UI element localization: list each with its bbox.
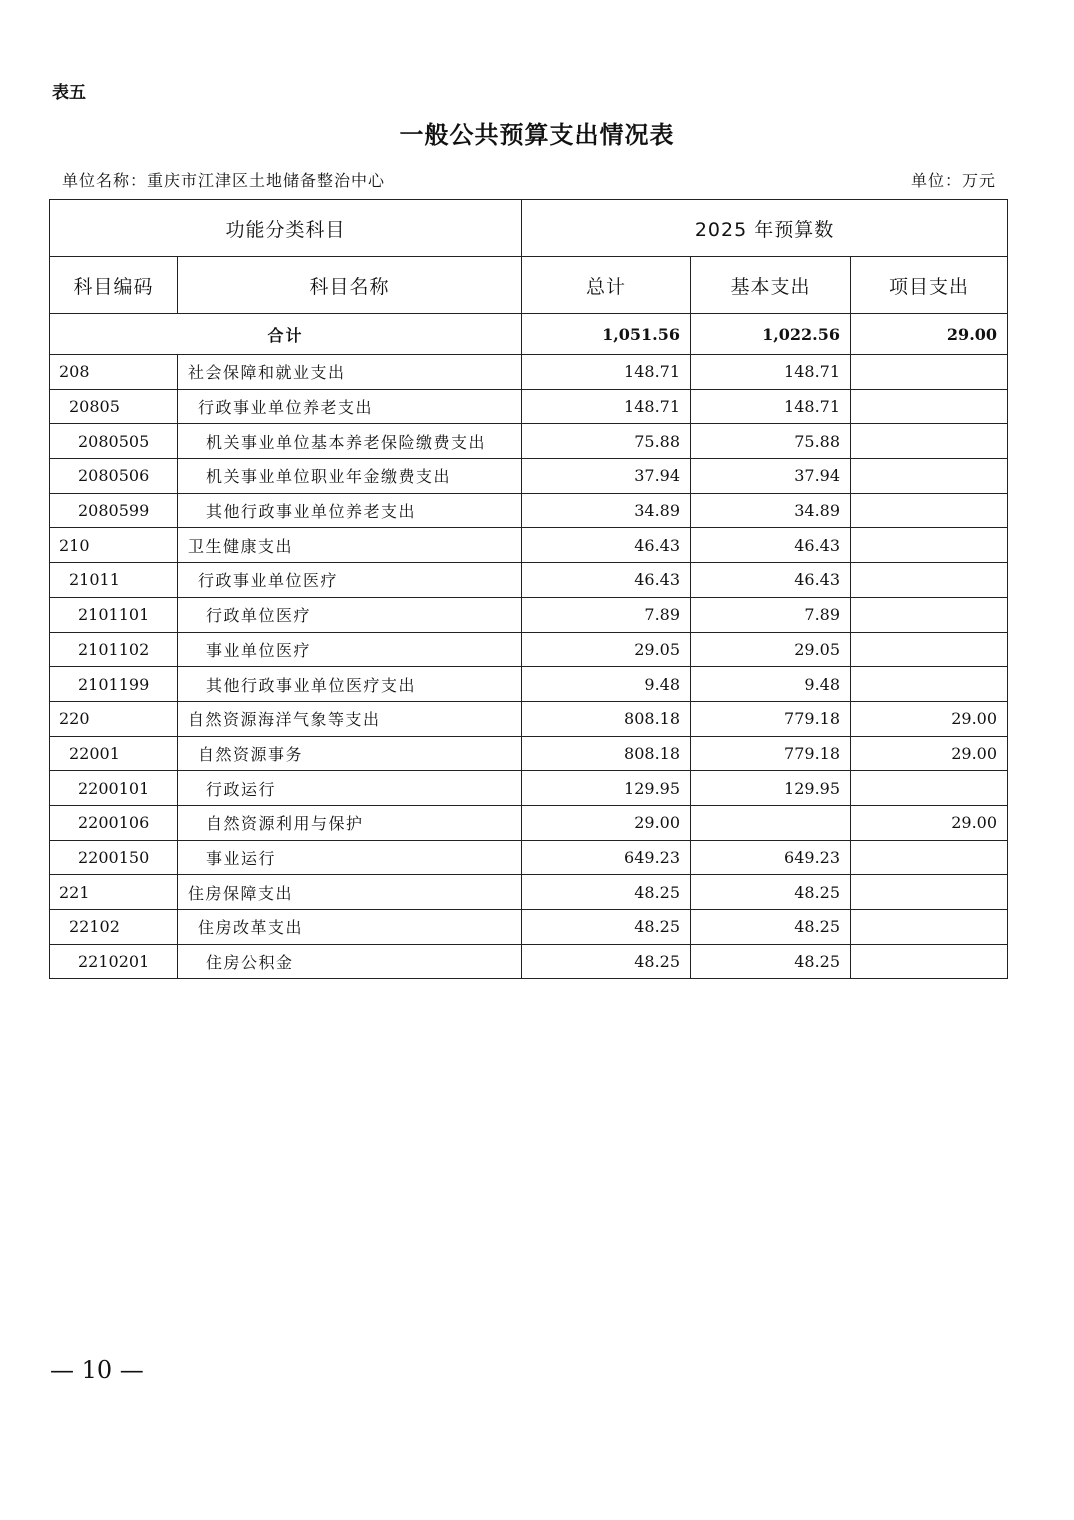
header-project: 项目支出 — [851, 257, 1008, 314]
row-name: 住房保障支出 — [178, 875, 522, 910]
table-row — [50, 736, 1008, 771]
row-basic: 48.25 — [691, 944, 851, 979]
row-code: 22102 — [50, 910, 178, 945]
row-name: 行政单位医疗 — [178, 597, 522, 632]
row-total: 7.89 — [522, 597, 691, 632]
row-code: 2101199 — [50, 667, 178, 702]
row-code: 2210201 — [50, 944, 178, 979]
row-project — [851, 459, 1008, 494]
row-code: 210 — [50, 528, 178, 563]
row-basic: 34.89 — [691, 493, 851, 528]
row-name: 自然资源利用与保护 — [178, 805, 522, 840]
row-total: 129.95 — [522, 771, 691, 806]
row-basic: 75.88 — [691, 424, 851, 459]
row-code: 221 — [50, 875, 178, 910]
row-project — [851, 563, 1008, 598]
row-basic: 649.23 — [691, 840, 851, 875]
table-row — [50, 389, 1008, 424]
row-total: 48.25 — [522, 944, 691, 979]
row-project: 29.00 — [851, 736, 1008, 771]
header-total: 总计 — [522, 257, 691, 314]
table-row — [50, 667, 1008, 702]
unit-label: 单位：万元 — [910, 171, 996, 190]
total-row — [50, 314, 1008, 355]
row-total: 75.88 — [522, 424, 691, 459]
header-code: 科目编码 — [50, 257, 178, 314]
table-row — [50, 701, 1008, 736]
row-code: 21011 — [50, 563, 178, 598]
row-project — [851, 840, 1008, 875]
row-total: 46.43 — [522, 563, 691, 598]
row-name: 事业运行 — [178, 840, 522, 875]
row-name: 行政事业单位养老支出 — [178, 389, 522, 424]
row-project — [851, 771, 1008, 806]
row-basic: 779.18 — [691, 701, 851, 736]
table-row — [50, 875, 1008, 910]
table-row — [50, 805, 1008, 840]
row-name: 自然资源海洋气象等支出 — [178, 701, 522, 736]
row-basic: 7.89 — [691, 597, 851, 632]
row-basic: 148.71 — [691, 389, 851, 424]
row-project — [851, 597, 1008, 632]
row-total: 46.43 — [522, 528, 691, 563]
page-number: — 10 — — [50, 1356, 144, 1384]
row-name: 其他行政事业单位医疗支出 — [178, 667, 522, 702]
row-name: 卫生健康支出 — [178, 528, 522, 563]
row-project: 29.00 — [851, 805, 1008, 840]
table-row — [50, 355, 1008, 390]
row-project — [851, 910, 1008, 945]
table-label: 表五 — [52, 83, 86, 103]
row-basic: 48.25 — [691, 910, 851, 945]
row-code: 20805 — [50, 389, 178, 424]
row-basic: 148.71 — [691, 355, 851, 390]
row-total: 34.89 — [522, 493, 691, 528]
row-name: 机关事业单位基本养老保险缴费支出 — [178, 424, 522, 459]
row-name: 行政运行 — [178, 771, 522, 806]
row-basic: 48.25 — [691, 875, 851, 910]
table-row — [50, 597, 1008, 632]
row-total: 808.18 — [522, 701, 691, 736]
row-name: 社会保障和就业支出 — [178, 355, 522, 390]
total-project: 29.00 — [851, 314, 1008, 355]
row-basic — [691, 805, 851, 840]
row-code: 22001 — [50, 736, 178, 771]
row-name: 自然资源事务 — [178, 736, 522, 771]
row-basic: 129.95 — [691, 771, 851, 806]
table-row — [50, 459, 1008, 494]
row-project — [851, 389, 1008, 424]
row-project — [851, 875, 1008, 910]
header-row-2 — [50, 257, 1008, 314]
row-project — [851, 424, 1008, 459]
row-basic: 9.48 — [691, 667, 851, 702]
header-functional-category: 功能分类科目 — [50, 200, 522, 257]
page-title: 一般公共预算支出情况表 — [399, 120, 675, 149]
row-total: 29.05 — [522, 632, 691, 667]
budget-table — [49, 199, 1008, 979]
table-row — [50, 771, 1008, 806]
row-total: 808.18 — [522, 736, 691, 771]
row-code: 2200150 — [50, 840, 178, 875]
row-name: 机关事业单位职业年金缴费支出 — [178, 459, 522, 494]
table-row — [50, 424, 1008, 459]
row-total: 649.23 — [522, 840, 691, 875]
table-row — [50, 632, 1008, 667]
header-row-1 — [50, 200, 1008, 257]
row-total: 48.25 — [522, 875, 691, 910]
row-basic: 29.05 — [691, 632, 851, 667]
header-name: 科目名称 — [178, 257, 522, 314]
row-project — [851, 944, 1008, 979]
row-name: 住房改革支出 — [178, 910, 522, 945]
row-project — [851, 528, 1008, 563]
row-project — [851, 632, 1008, 667]
row-project: 29.00 — [851, 701, 1008, 736]
table-row — [50, 493, 1008, 528]
row-code: 2101102 — [50, 632, 178, 667]
row-code: 220 — [50, 701, 178, 736]
row-name: 事业单位医疗 — [178, 632, 522, 667]
row-code: 2080599 — [50, 493, 178, 528]
row-total: 9.48 — [522, 667, 691, 702]
row-basic: 46.43 — [691, 563, 851, 598]
row-code: 2101101 — [50, 597, 178, 632]
row-name: 住房公积金 — [178, 944, 522, 979]
header-basic: 基本支出 — [691, 257, 851, 314]
row-project — [851, 355, 1008, 390]
total-label: 合计 — [50, 314, 522, 355]
row-total: 148.71 — [522, 389, 691, 424]
row-basic: 37.94 — [691, 459, 851, 494]
row-total: 48.25 — [522, 910, 691, 945]
row-name: 行政事业单位医疗 — [178, 563, 522, 598]
row-code: 2080505 — [50, 424, 178, 459]
row-project — [851, 667, 1008, 702]
row-basic: 779.18 — [691, 736, 851, 771]
table-row — [50, 944, 1008, 979]
table-row — [50, 910, 1008, 945]
row-code: 208 — [50, 355, 178, 390]
row-project — [851, 493, 1008, 528]
header-budget-year: 2025 年预算数 — [522, 200, 1008, 257]
row-total: 37.94 — [522, 459, 691, 494]
table-row — [50, 528, 1008, 563]
row-code: 2080506 — [50, 459, 178, 494]
row-total: 29.00 — [522, 805, 691, 840]
row-name: 其他行政事业单位养老支出 — [178, 493, 522, 528]
row-total: 148.71 — [522, 355, 691, 390]
table-row — [50, 840, 1008, 875]
row-code: 2200106 — [50, 805, 178, 840]
total-basic: 1,022.56 — [691, 314, 851, 355]
unit-name: 单位名称：重庆市江津区土地储备整治中心 — [62, 171, 386, 190]
table-row — [50, 563, 1008, 598]
row-basic: 46.43 — [691, 528, 851, 563]
row-code: 2200101 — [50, 771, 178, 806]
total-total: 1,051.56 — [522, 314, 691, 355]
